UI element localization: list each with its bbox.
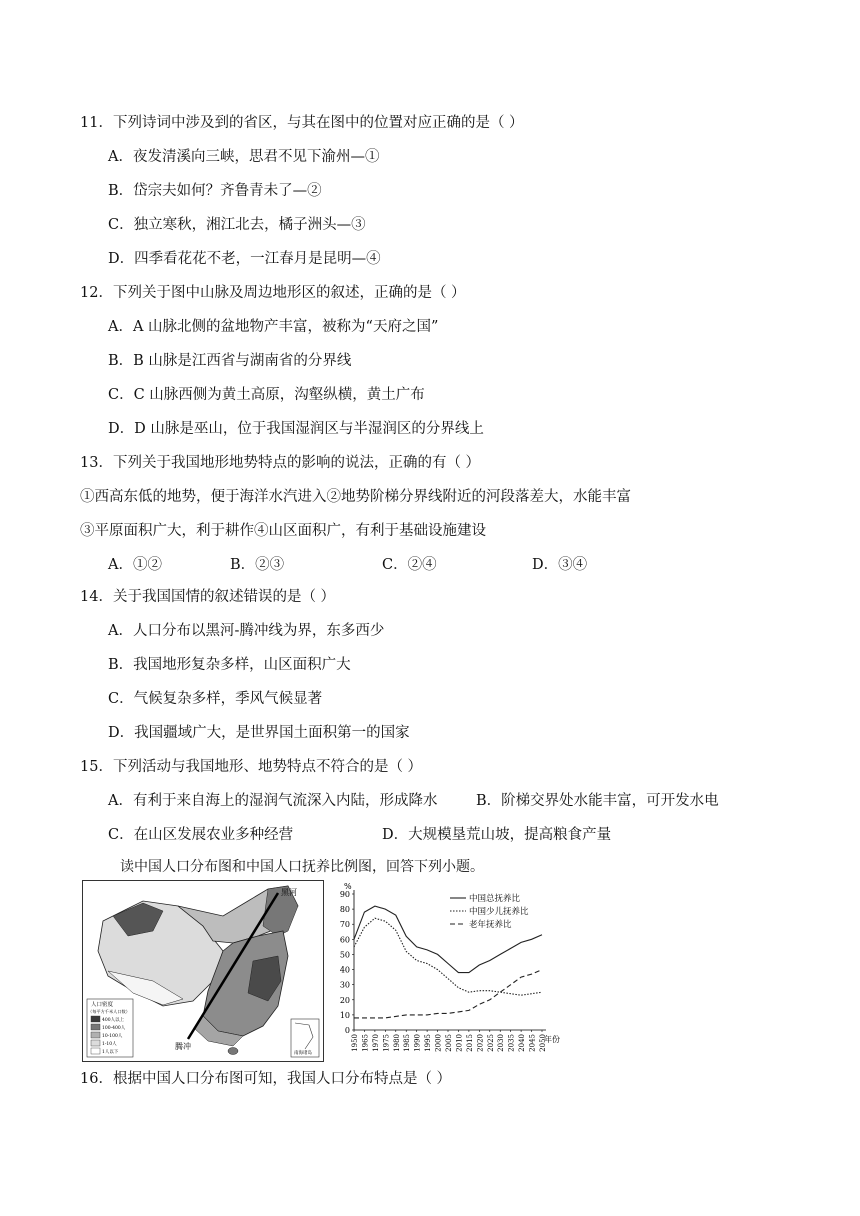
question-12-option-c: C．C 山脉西侧为黄土高原，沟壑纵横，黄土广布: [108, 387, 425, 403]
legend-label-1: 中国总抚养比: [469, 894, 521, 904]
question-13-option-c: C．②④: [382, 557, 437, 573]
y-tick-label: 20: [339, 995, 350, 1005]
map-hainan: [228, 1048, 238, 1055]
x-tick-label: 2000: [434, 1034, 443, 1052]
x-axis-unit: 年份: [544, 1035, 560, 1044]
question-11-option-c: C．独立寒秋，湘江北去，橘子洲头—③: [108, 217, 366, 233]
inset-label: 南海诸岛: [294, 1051, 312, 1056]
y-tick-label: 10: [339, 1010, 350, 1020]
legend-swatch: [91, 1048, 100, 1054]
tengchong-label: 腾冲: [175, 1042, 191, 1051]
question-11-option-d: D．四季看花花不老，一江春月是昆明—④: [108, 251, 381, 267]
dependency-ratio-chart: [332, 880, 560, 1062]
question-13-statement-1: ①西高东低的地势，便于海洋水汽进入②地势阶梯分界线附近的河段落差大，水能丰富: [80, 489, 631, 505]
legend-item-label: 100-400人: [102, 1026, 126, 1031]
legend-item-label: 1人以下: [102, 1050, 119, 1055]
question-11-option-a: A．夜发清溪向三峡，思君不见下渝州—①: [108, 149, 380, 165]
question-11-option-b: B．岱宗夫如何？齐鲁青未了—②: [108, 183, 322, 199]
x-tick-label: 2040: [518, 1034, 527, 1052]
x-tick-label: 1970: [371, 1034, 380, 1052]
x-tick-label: 1985: [403, 1034, 412, 1052]
x-tick-label: 2005: [445, 1034, 453, 1052]
y-tick-label: 70: [339, 920, 350, 930]
question-15-stem: 15．下列活动与我国地形、地势特点不符合的是（ ）: [80, 759, 423, 775]
legend-item-label: 400人以上: [102, 1018, 125, 1023]
legend-swatch: [91, 1040, 100, 1046]
question-15-option-c: C．在山区发展农业多种经营: [108, 827, 294, 843]
x-tick-label: 1975: [382, 1034, 391, 1052]
question-15-option-a: A．有利于来自海上的湿润气流深入内陆，形成降水: [108, 793, 438, 809]
population-density-map: [82, 880, 324, 1062]
x-tick-label: 1990: [413, 1034, 422, 1052]
series-line-2: [354, 918, 542, 995]
legend-subtitle: （每平方千米人口数）: [88, 1009, 130, 1014]
y-tick-label: 60: [339, 935, 350, 945]
x-tick-label: 1980: [392, 1034, 401, 1052]
question-13-option-a: A．①②: [108, 557, 162, 573]
figure-area: [82, 880, 560, 1062]
chart-svg: [332, 880, 560, 1062]
legend-title: 人口密度: [91, 1002, 114, 1008]
legend-label-3: 老年抚养比: [469, 920, 512, 930]
y-tick-label: 0: [344, 1026, 350, 1035]
x-tick-label: 1965: [361, 1034, 370, 1052]
y-tick-label: 40: [339, 965, 350, 975]
question-12-option-b: B．B 山脉是江西省与湖南省的分界线: [108, 353, 352, 369]
question-12-stem: 12．下列关于图中山脉及周边地形区的叙述，正确的是（ ）: [80, 285, 466, 301]
x-tick-label: 2010: [455, 1034, 464, 1052]
x-tick-label: 2030: [497, 1034, 506, 1052]
x-tick-label: 1950: [351, 1034, 359, 1052]
question-12-option-d: D．D 山脉是巫山，位于我国湿润区与半湿润区的分界线上: [108, 421, 484, 437]
question-14-option-c: C．气候复杂多样，季风气候显著: [108, 691, 323, 707]
legend-swatch: [91, 1032, 100, 1038]
y-tick-label: 80: [339, 905, 350, 915]
x-tick-label: 2025: [486, 1034, 495, 1052]
question-15-option-b: B．阶梯交界处水能丰富，可开发水电: [476, 793, 719, 809]
map-svg: [83, 881, 323, 1061]
question-13-stem: 13．下列关于我国地形地势特点的影响的说法，正确的有（ ）: [80, 455, 481, 471]
legend-item-label: 1-10人: [102, 1042, 117, 1047]
figure-intro: 读中国人口分布图和中国人口抚养比例图，回答下列小题。: [120, 859, 484, 875]
x-tick-label: 2020: [476, 1034, 485, 1052]
question-15-option-d: D．大规模垦荒山坡，提高粮食产量: [382, 827, 612, 843]
legend-item-label: 10-100人: [102, 1034, 123, 1039]
question-12-option-a: A．A 山脉北侧的盆地物产丰富，被称为“天府之国”: [108, 319, 439, 335]
y-tick-label: 50: [339, 950, 350, 960]
y-axis-label: %: [344, 882, 352, 891]
x-tick-label: 2035: [507, 1034, 516, 1052]
x-tick-label: 2015: [465, 1034, 474, 1052]
x-tick-label: 2045: [528, 1034, 537, 1052]
x-tick-label: 1995: [424, 1034, 433, 1052]
legend-label-2: 中国少儿抚养比: [469, 907, 529, 917]
question-14-option-a: A．人口分布以黑河-腾冲线为界，东多西少: [108, 623, 385, 639]
legend-swatch: [91, 1024, 100, 1030]
question-13-option-b: B．②③: [230, 557, 285, 573]
legend-swatch: [91, 1016, 100, 1022]
question-13-option-d: D．③④: [532, 557, 588, 573]
question-14-option-d: D．我国疆域广大，是世界国土面积第一的国家: [108, 725, 410, 741]
x-tick-label: 2050: [539, 1034, 547, 1052]
heihe-label: 黑河: [281, 888, 297, 897]
question-13-statement-2: ③平原面积广大，利于耕作④山区面积广，有利于基础设施建设: [80, 523, 486, 539]
question-11-stem: 11．下列诗词中涉及到的省区，与其在图中的位置对应正确的是（ ）: [80, 115, 524, 131]
y-tick-label: 90: [339, 890, 350, 899]
question-16-stem: 16．根据中国人口分布图可知，我国人口分布特点是（ ）: [80, 1071, 452, 1087]
question-14-stem: 14．关于我国国情的叙述错误的是（ ）: [80, 589, 336, 605]
question-14-option-b: B．我国地形复杂多样，山区面积广大: [108, 657, 351, 673]
y-tick-label: 30: [339, 980, 350, 990]
